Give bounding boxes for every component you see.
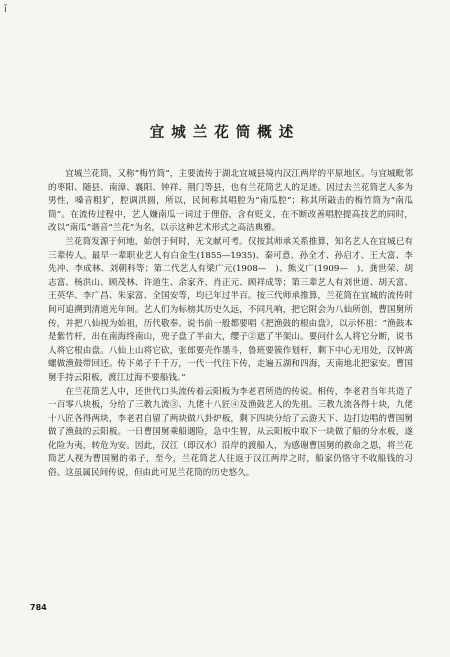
paragraph: 兰花筒发源于何地，始创于何时，无文献可考。仅按其师承关系推算，知名艺人在宜城已有三辈传人。最早一辈职业艺人有白金生(1855—1935)、秦可意、孙全才、孙启才、王大富、李先冲、李成林、刘朝科等；第二代艺人有梁广元(1908— )、熊义广(1909— )、龚世荣、胡志富、杨洪山、顾茂林、许道生、余家齐、肖正元、顾祥成等；第三辈艺人有刘世道、胡天富、王英华、李广昌、朱家富、全国安等，均已年过半百。按三代师承推算，兰花筒在宜城的流传时间可追溯到清道光年间。艺人们为标榜其历史久远，不同凡响，把它附会为八仙所创，曹国舅所传，并把八仙视为始祖，历代敬奉。说书前一般都要唱《把渔鼓的根由盘》，以示怀祖：“渔鼓本是紫竹杆，出在南海终南山，兜子盘了半亩大，缨子②遮了半架山。要问什么人将它分断，说书人将它根由盘。八仙上山将它砍，张郎要壳作墨斗，鲁班要簇作划杆，剩下中心无用处，汉钟离螺做渔鼓带回还。传下弟子千千万，一代一代往下传，走遍五湖和四海，天南地北把家安。曹国舅手持云阳板，渡江过海不要船钱。” <box>48 236 413 383</box>
paragraph: 宜城兰花筒，又称“梅竹筒”，主要流传于湖北宜城县境内汉江两岸的平原地区。与宜城毗邻的枣阳、随县、南漳、襄阳、钟祥、荆门等县，也有兰花筒艺人的足迹。因过去兰花筒艺人多为男性，嗓音粗犷，腔调洪圆，所以，民间称其唱腔为“南瓜腔”；称其所敲击的梅竹筒为“南瓜筒”。在流传过程中，艺人嫌南瓜一词过于俚俗，含有贬义，在不断改善唱腔提高技艺的同时，改以“南瓜”谐音“兰花”为名，以示这种艺术形式之高洁典雅。 <box>48 169 413 234</box>
page-title: 宜城兰花筒概述 <box>149 124 301 141</box>
page-number: 784 <box>30 603 47 612</box>
paragraph: 在兰花筒艺人中，还世代口头流传着云阳板为李老君所造的传说。相传，李老君当年共造了一百零八块板，分给了三教九流③、九佬十八匠④及渔鼓艺人的先祖。三教九流各得十块，九佬十八匠各得两块，李老君自留了两块做八卦炉板，剩下四块分给了云游天下、边打边唱的曹国舅做了渔鼓的云阳板。一日曹国舅乘船遇险，急中生智，从云阳板中取下一块做了船的分水板，遂化险为夷，转危为安。因此，汉江（即汉水）沿岸的渡船人，为感谢曹国舅的救命之恩，将兰花筒艺人视为曹国舅的弟子，至今，兰花筒艺人往返于汉江两岸之时，船家仍恪守不收船钱的习俗。这虽属民间传说，但由此可见兰花筒的历史悠久。 <box>48 386 413 479</box>
corner-mark: ī <box>4 4 7 15</box>
body-text <box>48 168 413 481</box>
